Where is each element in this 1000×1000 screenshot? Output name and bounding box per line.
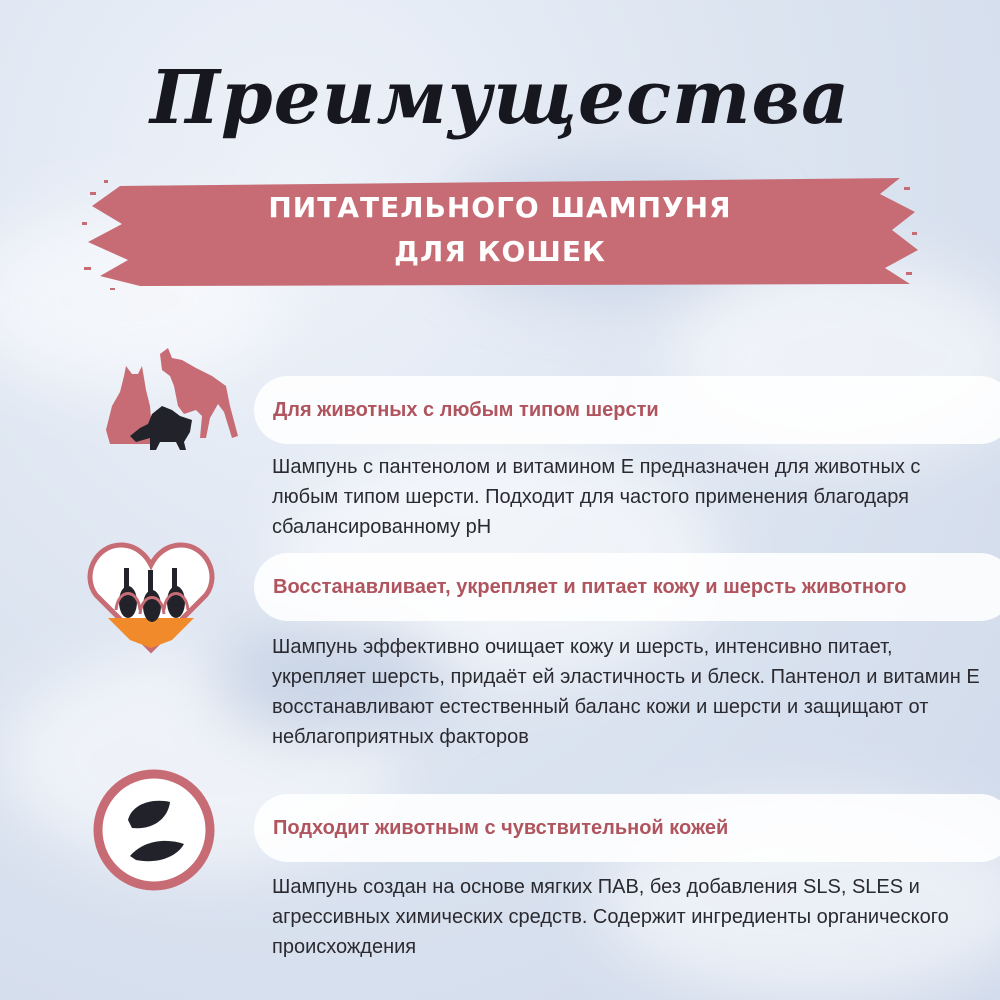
banner-line-2: ДЛЯ КОШЕК [394, 235, 606, 268]
feature-description-2: Шампунь эффективно очищает кожу и шерсть, интенсивно питает, укрепляет шерсть, придаёт ей эластичность и блеск. Пантенол и витамин Е восстанавливают естественный баланс кожи и шерсти и защищают от неблагоприятных факторов [272, 636, 980, 748]
banner-line-1: ПИТАТЕЛЬНОГО ШАМПУНЯ [268, 191, 732, 224]
heart-hair-follicle-icon [86, 540, 216, 655]
feature-title-2: Восстанавливает, укрепляет и питает кожу и шерсть животного [273, 576, 907, 598]
leaves-circle-icon [92, 768, 216, 892]
feature-title-1: Для животных с любым типом шерсти [273, 399, 659, 421]
page-title: Преимущества [149, 55, 851, 141]
feature-title-3: Подходит животным с чувствительной кожей [273, 817, 729, 839]
pets-silhouette-icon [100, 346, 245, 456]
feature-description-1: Шампунь с пантенолом и витамином Е предназначен для животных с любым типом шерсти. Подходит для частого применения благодаря сбалансированному pH [272, 456, 921, 538]
banner-subtitle [0, 186, 1000, 274]
feature-description-3: Шампунь создан на основе мягких ПАВ, без добавления SLS, SLES и агрессивных химических средств. Содержит ингредиенты органического происхождения [272, 876, 949, 958]
